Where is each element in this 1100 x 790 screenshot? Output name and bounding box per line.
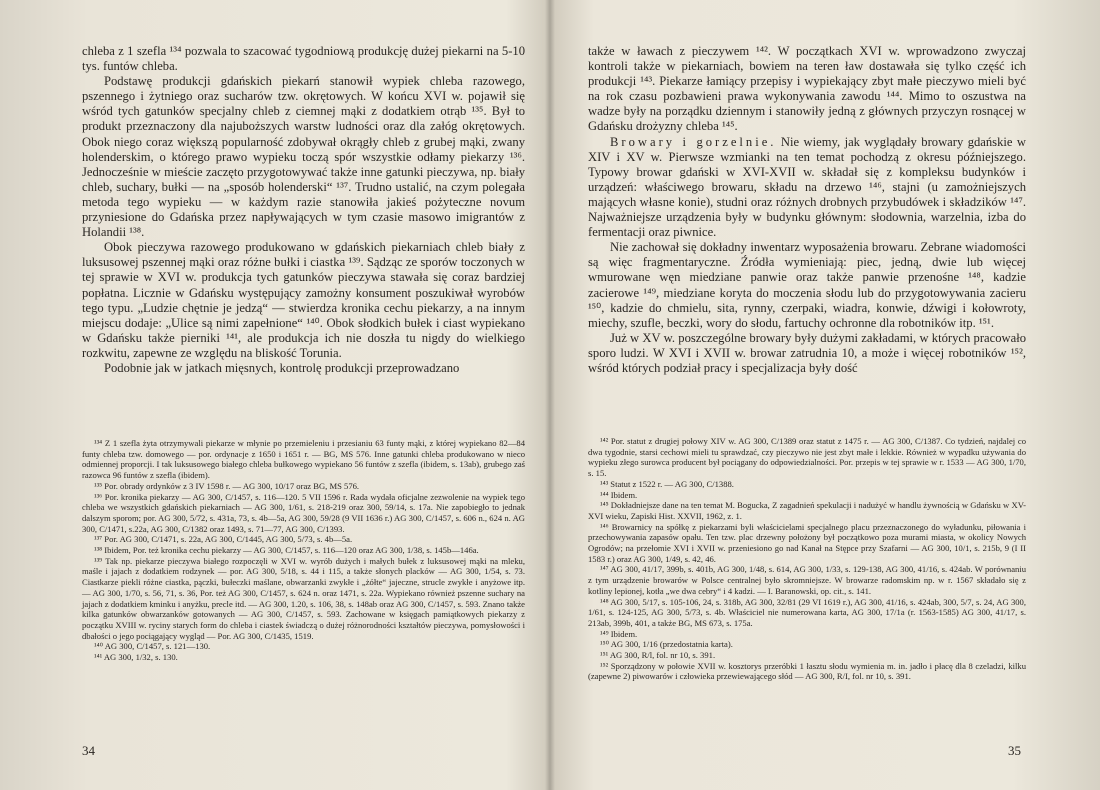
right-paragraph-4: Już w XV w. poszczególne browary były dużymi zakładami, w których pracowało sporo ludzi. W XVI i XVII w. browar zatrudnia 10, a może i więcej robotników ¹⁵², wśród których podział pracy i specjalizacja były dość: [588, 330, 1026, 375]
right-paragraph-2-text: Nie wiemy, jak wyglądały browary gdańskie w XIV i XV w. Pierwsze wzmianki na ten temat pochodzą z okresu późniejszego. Typowy browar gdański w XVI-XVII w. składał się z kompleksu budynków i urządzeń: właściwego browaru, składu na drzewo ¹⁴⁶, stajni (u zamożniejszych mających własne konie), studni oraz różnych drobnych przybudówek i składzików ¹⁴⁷. Najważniejsze urządzenia były w budynku głównym: słodownia, warzelnia, izba do fermentacji oraz piwnice.: [588, 134, 1026, 240]
footnote-134: ¹³⁴ Z 1 szefla żyta otrzymywali piekarze w młynie po przemieleniu i przesianiu 63 funty mąki, z której wypiekano 82—84 funty chleba tzw. domowego — por. ordynacje z 1650 i 1651 r. — BG, MS 576. Inne gatunki chleba produkowano w nieco odmiennej proporcji. I tak luksusowego białego chleba bułkowego wypiekano 56 funtów z szefla (ibidem, s. 13ab), grubego zaś razowca 96 funtów z szefla (ibidem).: [82, 438, 525, 481]
footnote-136: ¹³⁶ Por. kronika piekarzy — AG 300, C/1457, s. 116—120. 5 VII 1596 r. Rada wydała oficjalne zezwolenie na wypiek tego chleba we wszystkich gdańskich piekarniach — AG 300, 1/61, s. 218-219 oraz 300, 59/14, s. 17a. Nie zapobiegło to jednak dalszym sporom; por. AG 300, 5/72, s. 431a, 73, s. 4b—5a, AG 300, 59/28 (9 VII 1636 r.) AG 300, C/1457, s. 606 n., 624 n. AG 300, C/1471, s.22a, AG 300, C/1382 oraz 1493, s. 71—77, AG 300, C/1393.: [82, 491, 525, 534]
left-paragraph-2: Podstawę produkcji gdańskich piekarń stanowił wypiek chleba razowego, pszennego i żytniego oraz sucharów tzw. okrętowych. W końcu XVI w. pojawił się wśród tych gatunków specjalny chleb z ciemnej mąki z dodatkiem otrąb ¹³⁵. Był to produkt przeznaczony dla najuboższych warstw ludności oraz dla załóg okrętowych. Obok niego coraz większą popularność zdobywał okrągły chleb z grubej mąki, zwany holenderskim, o którego prawo wypieku toczą spór wszystkie odłamy piekarzy ¹³⁶. Jednocześnie w mieście zaczęto przygotowywać także inne gatunki pieczywa, np. biały chleb, suchary, bułki — na „sposób holenderski“ ¹³⁷. Trudno ustalić, na czym polegała metoda tego wypieku — w każdym razie stanowiła jakieś pożyteczne novum przyniesione do Gdańska przez napływających w tym czasie masowo imigrantów z Holandii ¹³⁸.: [82, 74, 525, 240]
left-paragraph-4: Podobnie jak w jatkach mięsnych, kontrolę produkcji przeprowadzano: [104, 360, 460, 375]
footnote-140: ¹⁴⁰ AG 300, C/1457, s. 121—130.: [94, 641, 211, 652]
footnote-152: ¹⁵² Sporządzony w połowie XVII w. kosztorys przeróbki 1 łasztu słodu wymienia m. in. jadło i płacę dla 8 czeladzi, kilku (zapewne 2) piwowarów i człowieka przewiewającego słód — AG 300, R/I, fol. nr 10, s. 391.: [588, 660, 1026, 682]
left-paragraph-1: chleba z 1 szefla ¹³⁴ pozwala to szacować tygodniową produkcję dużej piekarni na 5-10 tys. funtów chleba.: [82, 44, 525, 74]
right-footnotes: [588, 436, 1026, 682]
right-body-text: [588, 44, 1026, 376]
left-page-number: 34: [82, 743, 95, 758]
footnote-137: ¹³⁷ Por. AG 300, C/1471, s. 22a, AG 300, C/1445, AG 300, 5/73, s. 4b—5a.: [94, 534, 353, 545]
footnote-139: ¹³⁹ Tak np. piekarze pieczywa białego rozpoczęli w XVI w. wyrób dużych i małych bułek z luksusowej mąki na mleku, maśle i jajach z dodatkiem rodzynek — por. AG 300, 5/18, s. 44 i 115, a także słonych placków — AG 300, 1/54, s. 73. Ciastkarze piekli różne ciastka, pączki, bułeczki maślane, obwarzanki zwykłe i „żółte“ jajeczne, strucle zwykłe i anyżowe itp. — AG 300, 1/70, s. 56, 71, s. 36, Por. też AG 300, C/1457, s. 624 n. oraz 1471, s. 22a. Wypiekano również pszenne suchary na jajach z dodatkiem kminku i anyżku, precle itd. — AG 300, 1.20, s. 106, 38, s. 148ab oraz AG 300, C/1457, s. 593. Znano także kilka gatunków obwarzanków gotowanych — AG 300, C/1457, s. 593. Zachowane w księgach pamiątkowych piekarzy z początku XVIII w. ryciny starych form do chleba i ciastek świadczą o dużej różnorodności kształtów pieczywa, pomysłowości i dbałości o jego pociągający wygląd — Por. AG 300, C/1435, 1519.: [82, 555, 525, 641]
footnote-141: ¹⁴¹ AG 300, 1/32, s. 130.: [94, 652, 178, 663]
footnote-147: ¹⁴⁷ AG 300, 41/17, 399b, s. 401b, AG 300, 1/48, s. 614, AG 300, 1/33, s. 129-138, AG 300, 41/16, s. 424ab. W porównaniu z tym urządzenie browarów w Polsce centralnej było skromniejsze. W browarze radomskim np. w r. 1567 składało się z kotliny lepionej, kotła „we dwa cebry“ i 4 kadzi. — I. Baranowski, op. cit., s. 141.: [588, 564, 1026, 596]
footnote-150: ¹⁵⁰ AG 300, 1/16 (przedostatnia karta).: [600, 639, 733, 650]
footnote-144: ¹⁴⁴ Ibidem.: [600, 489, 638, 500]
footnote-146: ¹⁴⁶ Browarnicy na spółkę z piekarzami byli właścicielami specjalnego placu przeznaczonego do wyładunku, piłowania i przechowywania zapasów opału. Ten tzw. plac drzewny położony był początkowo poza murami miasta, w okolicy Nowych Ogrodów; na przełomie XVI i XVII w. przeniesiono go nad Kanał na Stępce przy Szafarni — AG 300, 10/1, s. 215b, 9 (I II 1583 r.) oraz AG 300, 1/49, s. 42, 46.: [588, 521, 1026, 564]
footnote-148: ¹⁴⁸ AG 300, 5/17, s. 105-106, 24, s. 318b, AG 300, 32/81 (29 VI 1619 r.), AG 300, 41/16, s. 424ab, 300, 5/7, s. 24, AG 300, 1/61, s. 124-125, AG 300, 5/73, s. 4b. Właściciel nie numerowana karta, AG 300, 17/1a (r. 1563-1585) AG 300, 41/17, s. 213ab, 399b, 401, a także BG, MS 673, s. 175a.: [588, 596, 1026, 628]
right-paragraph-1: także w ławach z pieczywem ¹⁴². W początkach XVI w. wprowadzono zwyczaj kontroli także w piekarniach, bowiem na teren ław dostawała się tylko część ich produkcji ¹⁴³. Piekarze łamiący przepisy i wypiekający zbyt małe pieczywo mieli być na rok czasu pozbawieni prawa wykonywania zawodu ¹⁴⁴. Mimo to oszustwa na wadze były na porządku dziennym i stanowiły jedną z głównych przyczyn rosnącej w Gdańsku drożyzny chleba ¹⁴⁵.: [588, 44, 1026, 134]
footnote-138: ¹³⁸ Ibidem, Por. też kronika cechu piekarzy — AG 300, C/1457, s. 116—120 oraz AG 300, 1/38, s. 145b—146a.: [94, 545, 479, 556]
footnote-143: ¹⁴³ Statut z 1522 r. — AG 300, C/1388.: [600, 478, 734, 489]
right-page-number: 35: [1008, 743, 1021, 758]
section-heading: Browary i gorzelnie.: [610, 134, 777, 149]
footnote-135: ¹³⁵ Por. obrady ordynków z 3 IV 1598 r. — AG 300, 10/17 oraz BG, MS 576.: [94, 480, 360, 491]
right-paragraph-2: [588, 135, 1026, 241]
footnote-145: ¹⁴⁵ Dokładniejsze dane na ten temat M. Bogucka, Z zagadnień spekulacji i nadużyć w handlu żywnością w Gdańsku w XV-XVI wieku, Zapiski Hist. XXVII, 1962, z. 1.: [588, 500, 1026, 521]
right-page: [550, 0, 1100, 790]
left-body-text: [82, 44, 525, 376]
footnote-149: ¹⁴⁹ Ibidem.: [600, 628, 638, 639]
left-paragraph-3: Obok pieczywa razowego produkowano w gdańskich piekarniach chleb biały z luksusowej pszennej mąki oraz różne bułki i ciastka ¹³⁹. Sądząc ze sporów toczonych w tej sprawie w XVI w. produkcja tych gatunków pieczywa stawała się coraz bardziej popłatna. Licznie w Gdańsku występujący zamożny konsument poszukiwał wyrobów tego typu. „Ludzie chętnie je jedzą“ — stwierdza kronika cechu piekarzy, a na innym miejscu dodaje: „Ulice są nimi zapełnione“ ¹⁴⁰. Obok słodkich bułek i ciast wypiekano w Gdańsku także pierniki ¹⁴¹, ale produkcja ich nie doszła tu nigdy do wielkiego rozkwitu, zapewne ze względu na bliskość Torunia.: [82, 240, 525, 360]
footnote-151: ¹⁵¹ AG 300, R/l, fol. nr 10, s. 391.: [600, 650, 716, 661]
footnote-142: ¹⁴² Por. statut z drugiej połowy XIV w. AG 300, C/1389 oraz statut z 1475 r. — AG 300, C/1387. Co tydzień, najdalej co dwa tygodnie, starsi cechowi mieli tu sprawdzać, czy pieczywo nie jest zbyt małe i lekkie. Również w wypadku używania do wypieku złego surowca producent był pociągany do odpowiedzialności. Por. przepis w tej sprawie w r. 1533 — AG 300, 1/70, s. 15.: [588, 436, 1026, 479]
left-footnotes: [82, 438, 525, 663]
right-paragraph-3: Nie zachował się dokładny inwentarz wyposażenia browaru. Zebrane wiadomości są więc fragmentaryczne. Źródła wymieniają: piec, jedną, dwie lub więcej wmurowane węn miedziane panwie oraz także panwie przenośne ¹⁴⁸, kadzie zacierowe ¹⁴⁹, miedziane koryta do moczenia słodu lub do przygotowywania zacieru ¹⁵⁰, kadzie do chmielu, sita, rynny, czerpaki, wiadra, konwie, dźwigi i kołowroty, miechy, szufle, beczki, wory do słodu, fartuchy ochronne dla robotników itp. ¹⁵¹.: [588, 240, 1026, 330]
